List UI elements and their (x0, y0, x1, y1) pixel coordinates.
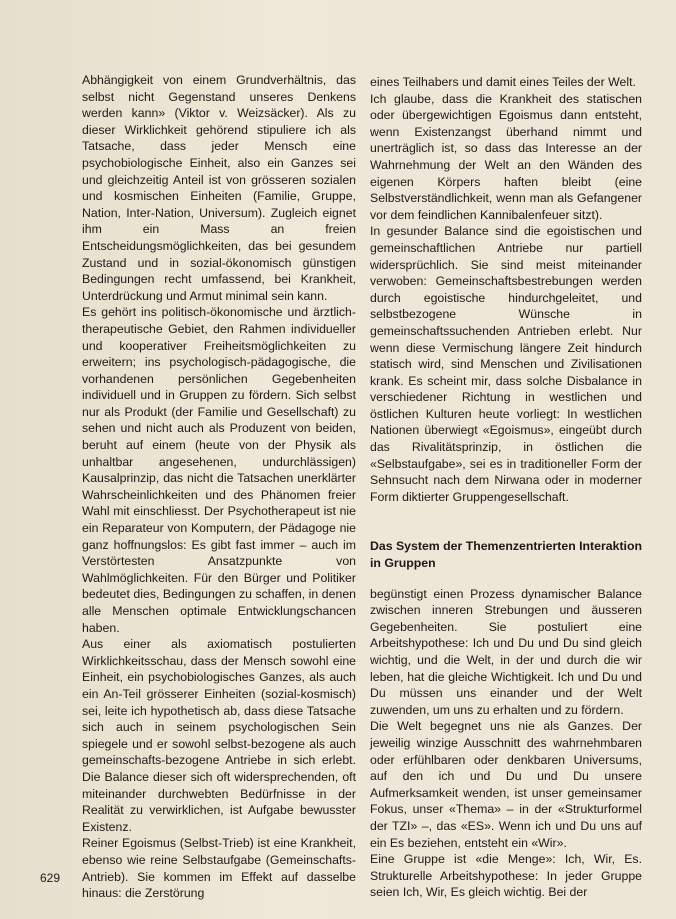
paragraph: Ich glaube, dass die Krankheit des statischen oder übergewichtigen Egoismus dann entsteht, wenn Existenzangst überhand nimmt und unerträglich ist, so dass das Interesse an der Wahrnehmung der Welt an den Wänden des eigenen Körpers haften bleibt (eine Selbstverständlichkeit, wenn man als Gefangener vor dem feindlichen Kannibalenfeuer sitzt). (370, 91, 642, 222)
paragraph: Reiner Egoismus (Selbst-Trieb) ist eine Krankheit, ebenso wie reine Selbstaufgabe (Gemeinschafts-Antrieb). Sie kommen im Effekt auf dasselbe hinaus: die Zerstörung (82, 836, 356, 901)
paragraph: Eine Gruppe ist «die Menge»: Ich, Wir, Es. Strukturelle Arbeitshypothese: In jeder Gruppe seien Ich, Wir, Es gleich wichtig. Bei der (370, 852, 642, 900)
page-number: 629 (40, 871, 61, 885)
paragraph: eines Teilhabers und damit eines Teiles der Welt. (370, 75, 636, 89)
section-heading: Das System der Themenzentrierten Interaktion in Gruppen (370, 539, 642, 571)
right-text-column (370, 74, 642, 901)
paragraph: Abhängigkeit von einem Grundverhältnis, das selbst nicht Gegenstand unseres Denkens werden kann» (Viktor v. Weizsäcker). Als zu dieser Wirklichkeit gehörend stipuliere ich als Tatsache, dass jeder Mensch eine psychobiologische Einheit, also ein Ganzes sei und gleichzeitig Anteil ist von grösseren sozialen und kosmischen Einheiten (Familie, Gruppe, Nation, Inter-Nation, Universum). Zugleich eignet ihm ein Mass an freien Entscheidungsmöglichkeiten, das bei gesundem Zustand und in sozial-ökonomisch günstigen Bedingungen recht umfassend, bei Krankheit, Unterdrückung und Armut minimal sein kann. (82, 73, 356, 303)
paragraph: Es gehört ins politisch-ökonomische und ärztlich-therapeutische Gebiet, den Rahmen individueller und kooperativer Freiheitsmöglichkeiten zu erweitern; ins psychologisch-pädagogische, die vorhandenen persönlichen Gegebenheiten individuell und in Gruppen zu fördern. Sich selbst nur als Produkt (der Familie und Gesellschaft) zu sehen und nicht auch als Produzent von beiden, beruht auf einem (heute von der Physik als unhaltbar angesehenen, undurchlässigen) Kausalprinzip, das nicht die Tatsachen unerklärter Wahrscheinlichkeiten und des Phänomen freier Wahl mit einschliesst. Der Psychotherapeut ist nie ein Reparateur von Komputern, der Pädagoge nie ganz hoffnungslos: Es gibt fast immer – auch im Verstörtesten Ansatzpunkte von Wahlmöglichkeiten. Für den Bürger und Politiker bedeutet dies, Bedingungen zu schaffen, in denen alle Menschen optimale Entwicklungschancen haben. (82, 305, 356, 635)
paragraph: begünstigt einen Prozess dynamischer Balance zwischen inneren Strebungen und äusseren Gegebenheiten. Sie postuliert eine Arbeitshypothese: Ich und Du und Du sind gleich wichtig, und die Welt, in der und durch die wir leben, hat die gleiche Wichtigkeit. Ich und Du und Du müssen uns einander und der Welt zuwenden, um uns zu erhalten und zu fördern. (370, 586, 642, 717)
left-text-column (82, 72, 356, 902)
paragraph: Die Welt begegnet uns nie als Ganzes. Der jeweilig winzige Ausschnitt des wahrnehmbaren oder erfühlbaren oder denkbaren Universums, auf den ich und Du und Du unsere Aufmerksamkeit wenden, ist unser gemeinsamer Fokus, unser «Thema» – in der «Strukturformel der TZI» –, das «ES». Wenn ich und Du uns auf ein Es beziehen, entsteht ein «Wir». (370, 719, 642, 850)
paragraph: In gesunder Balance sind die egoistischen und gemeinschaftlichen Antriebe nur partiell widersprüchlich. Sie sind meist miteinander verwoben: Gemeinschaftsbestrebungen werden durch egoistische hindurchgeleitet, und selbstbezogene Wünsche in gemeinschaftssuchenden Antrieben erlebt. Nur wenn diese Vermischung längere Zeit hindurch statisch wird, sind Menschen und Zivilisationen krank. Es scheint mir, dass solche Disbalance in verschiedener Richtung in westlichen und östlichen Kulturen heute vorliegt: In westlichen Nationen überwiegt «Egoismus», eingeübt durch das Rivalitätsprinzip, in östlichen die «Selbstaufgabe», sei es in traditioneller Form der Sehnsucht nach dem Nirwana oder in moderner Form diktierter Gruppengesellschaft. (370, 224, 642, 504)
paragraph: Aus einer als axiomatisch postulierten Wirklichkeitsschau, dass der Mensch sowohl eine Einheit, ein psychobiologisches Ganzes, als auch ein An-Teil grösserer Einheiten (sozial-kosmisch) sei, leite ich hypothetisch ab, dass diese Tatsache sich auch in seinem psychologischen Sein spiegele und er sowohl selbst-bezogene als auch gemeinschafts-bezogene Antriebe in sich erlebt. Die Balance dieser sich oft widersprechenden, oft miteinander durchwebten Bedürfnisse in der Realität zu verwirklichen, ist Aufgabe bewusster Existenz. (82, 637, 356, 834)
